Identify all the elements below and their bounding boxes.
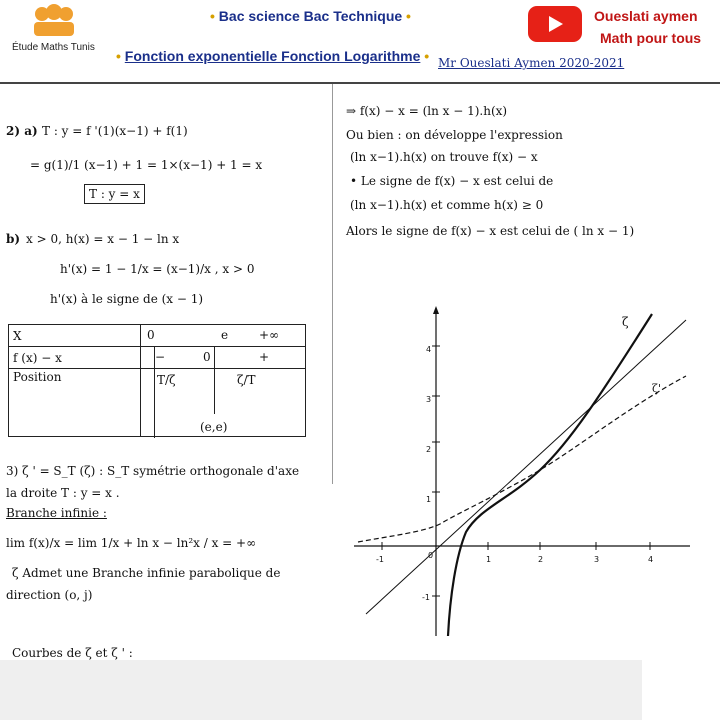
header-line2-text: Fonction exponentielle Fonction Logarithme bbox=[124, 48, 421, 64]
curves-caption: Courbes de ζ et ζ ' : bbox=[12, 646, 133, 660]
q2b-derivative: h'(x) = 1 − 1/x = (x−1)/x , x > 0 bbox=[60, 262, 255, 276]
q2b-equation: x > 0, h(x) = x − 1 − ln x bbox=[26, 232, 180, 246]
tick-label-x: -1 bbox=[376, 555, 384, 564]
channel-sub: Math pour tous bbox=[600, 30, 702, 46]
curve-zeta-prime bbox=[358, 376, 686, 542]
table-cell: X bbox=[9, 325, 141, 347]
table-cell: − bbox=[155, 350, 166, 364]
branch-text2: direction (o, j) bbox=[6, 588, 93, 602]
header-line1-text: Bac science Bac Technique bbox=[218, 8, 403, 24]
right-line5: (ln x−1).h(x) et comme h(x) ≥ 0 bbox=[350, 198, 544, 212]
table-cell: 0 bbox=[147, 328, 155, 342]
q2a-calculation: = g(1)/1 (x−1) + 1 = 1×(x−1) + 1 = x bbox=[30, 158, 263, 172]
logo bbox=[28, 2, 80, 38]
table-row bbox=[9, 369, 306, 437]
table-cell: T/ζ bbox=[157, 373, 176, 387]
tick-label-x: 4 bbox=[648, 555, 654, 564]
youtube-icon[interactable] bbox=[528, 6, 582, 42]
tick-label-x: 3 bbox=[594, 555, 600, 564]
right-line3: (ln x−1).h(x) on trouve f(x) − x bbox=[350, 150, 538, 164]
header-divider bbox=[0, 82, 720, 84]
bottom-blank-area bbox=[0, 660, 642, 720]
origin-label: 0 bbox=[428, 551, 434, 560]
table-row bbox=[9, 347, 306, 369]
q2a-label: 2) a) bbox=[6, 124, 38, 138]
table-cell: ζ/T bbox=[237, 373, 256, 387]
line-t bbox=[366, 320, 686, 614]
curve-zeta bbox=[448, 314, 652, 636]
table-cell: + bbox=[259, 350, 270, 364]
intersection-point: (e,e) bbox=[200, 420, 228, 434]
table-cell: f (x) − x bbox=[9, 347, 141, 369]
branch-text1: ζ Admet une Branche infinie parabolique de bbox=[12, 566, 281, 580]
right-line2: Ou bien : on développe l'expression bbox=[346, 128, 563, 142]
q2a-boxed-result: T : y = x bbox=[84, 184, 145, 204]
right-line1: ⇒ f(x) − x = (ln x − 1).h(x) bbox=[346, 104, 508, 118]
tick-label-y: 2 bbox=[426, 445, 432, 454]
header-line1: • Bac science Bac Technique • bbox=[210, 8, 411, 24]
tick-label-x: 1 bbox=[486, 555, 492, 564]
table-row bbox=[9, 325, 306, 347]
table-cell: Position bbox=[9, 369, 141, 437]
header-line2: • Fonction exponentielle Fonction Logarithme • bbox=[116, 48, 430, 64]
right-line6: Alors le signe de f(x) − x est celui de ( ln x − 1) bbox=[346, 224, 635, 238]
curves-graph bbox=[340, 296, 696, 642]
table-divider bbox=[214, 346, 215, 414]
curve-zeta-label: ζ bbox=[622, 315, 629, 329]
tick-label-y: -1 bbox=[422, 593, 430, 602]
q2a-equation: T : y = f '(1)(x−1) + f(1) bbox=[42, 124, 188, 138]
graduates-logo-icon bbox=[28, 2, 80, 38]
channel-name: Oueslati aymen bbox=[594, 8, 698, 24]
table-cell bbox=[141, 325, 306, 347]
y-arrow bbox=[433, 306, 439, 314]
curve-zeta-prime-label: ζ' bbox=[652, 382, 661, 395]
tick-label-x: 2 bbox=[538, 555, 544, 564]
q2b-sign: h'(x) à le signe de (x − 1) bbox=[50, 292, 204, 306]
logo-text: Étude Maths Tunis bbox=[12, 42, 95, 53]
right-line4: • Le signe de f(x) − x est celui de bbox=[350, 174, 554, 188]
table-cell: 0 bbox=[203, 350, 211, 364]
table-cell: e bbox=[221, 328, 229, 342]
column-divider bbox=[332, 84, 333, 484]
branch-title: Branche infinie : bbox=[6, 506, 107, 520]
table-cell bbox=[141, 347, 306, 369]
q3-line1: 3) ζ ' = S_T (ζ) : S_T symétrie orthogonale d'axe bbox=[6, 464, 300, 478]
tick-label-y: 1 bbox=[426, 495, 432, 504]
author: Mr Oueslati Aymen 2020-2021 bbox=[438, 56, 625, 70]
sign-table bbox=[8, 324, 306, 437]
table-cell: +∞ bbox=[259, 328, 280, 342]
q3-line2: la droite T : y = x . bbox=[6, 486, 120, 500]
table-divider bbox=[154, 346, 155, 438]
tick-label-y: 4 bbox=[426, 345, 432, 354]
q2b-label: b) bbox=[6, 232, 21, 246]
branch-limit: lim f(x)/x = lim 1/x + ln x − ln²x / x = +∞ bbox=[6, 536, 257, 550]
tick-label-y: 3 bbox=[426, 395, 432, 404]
